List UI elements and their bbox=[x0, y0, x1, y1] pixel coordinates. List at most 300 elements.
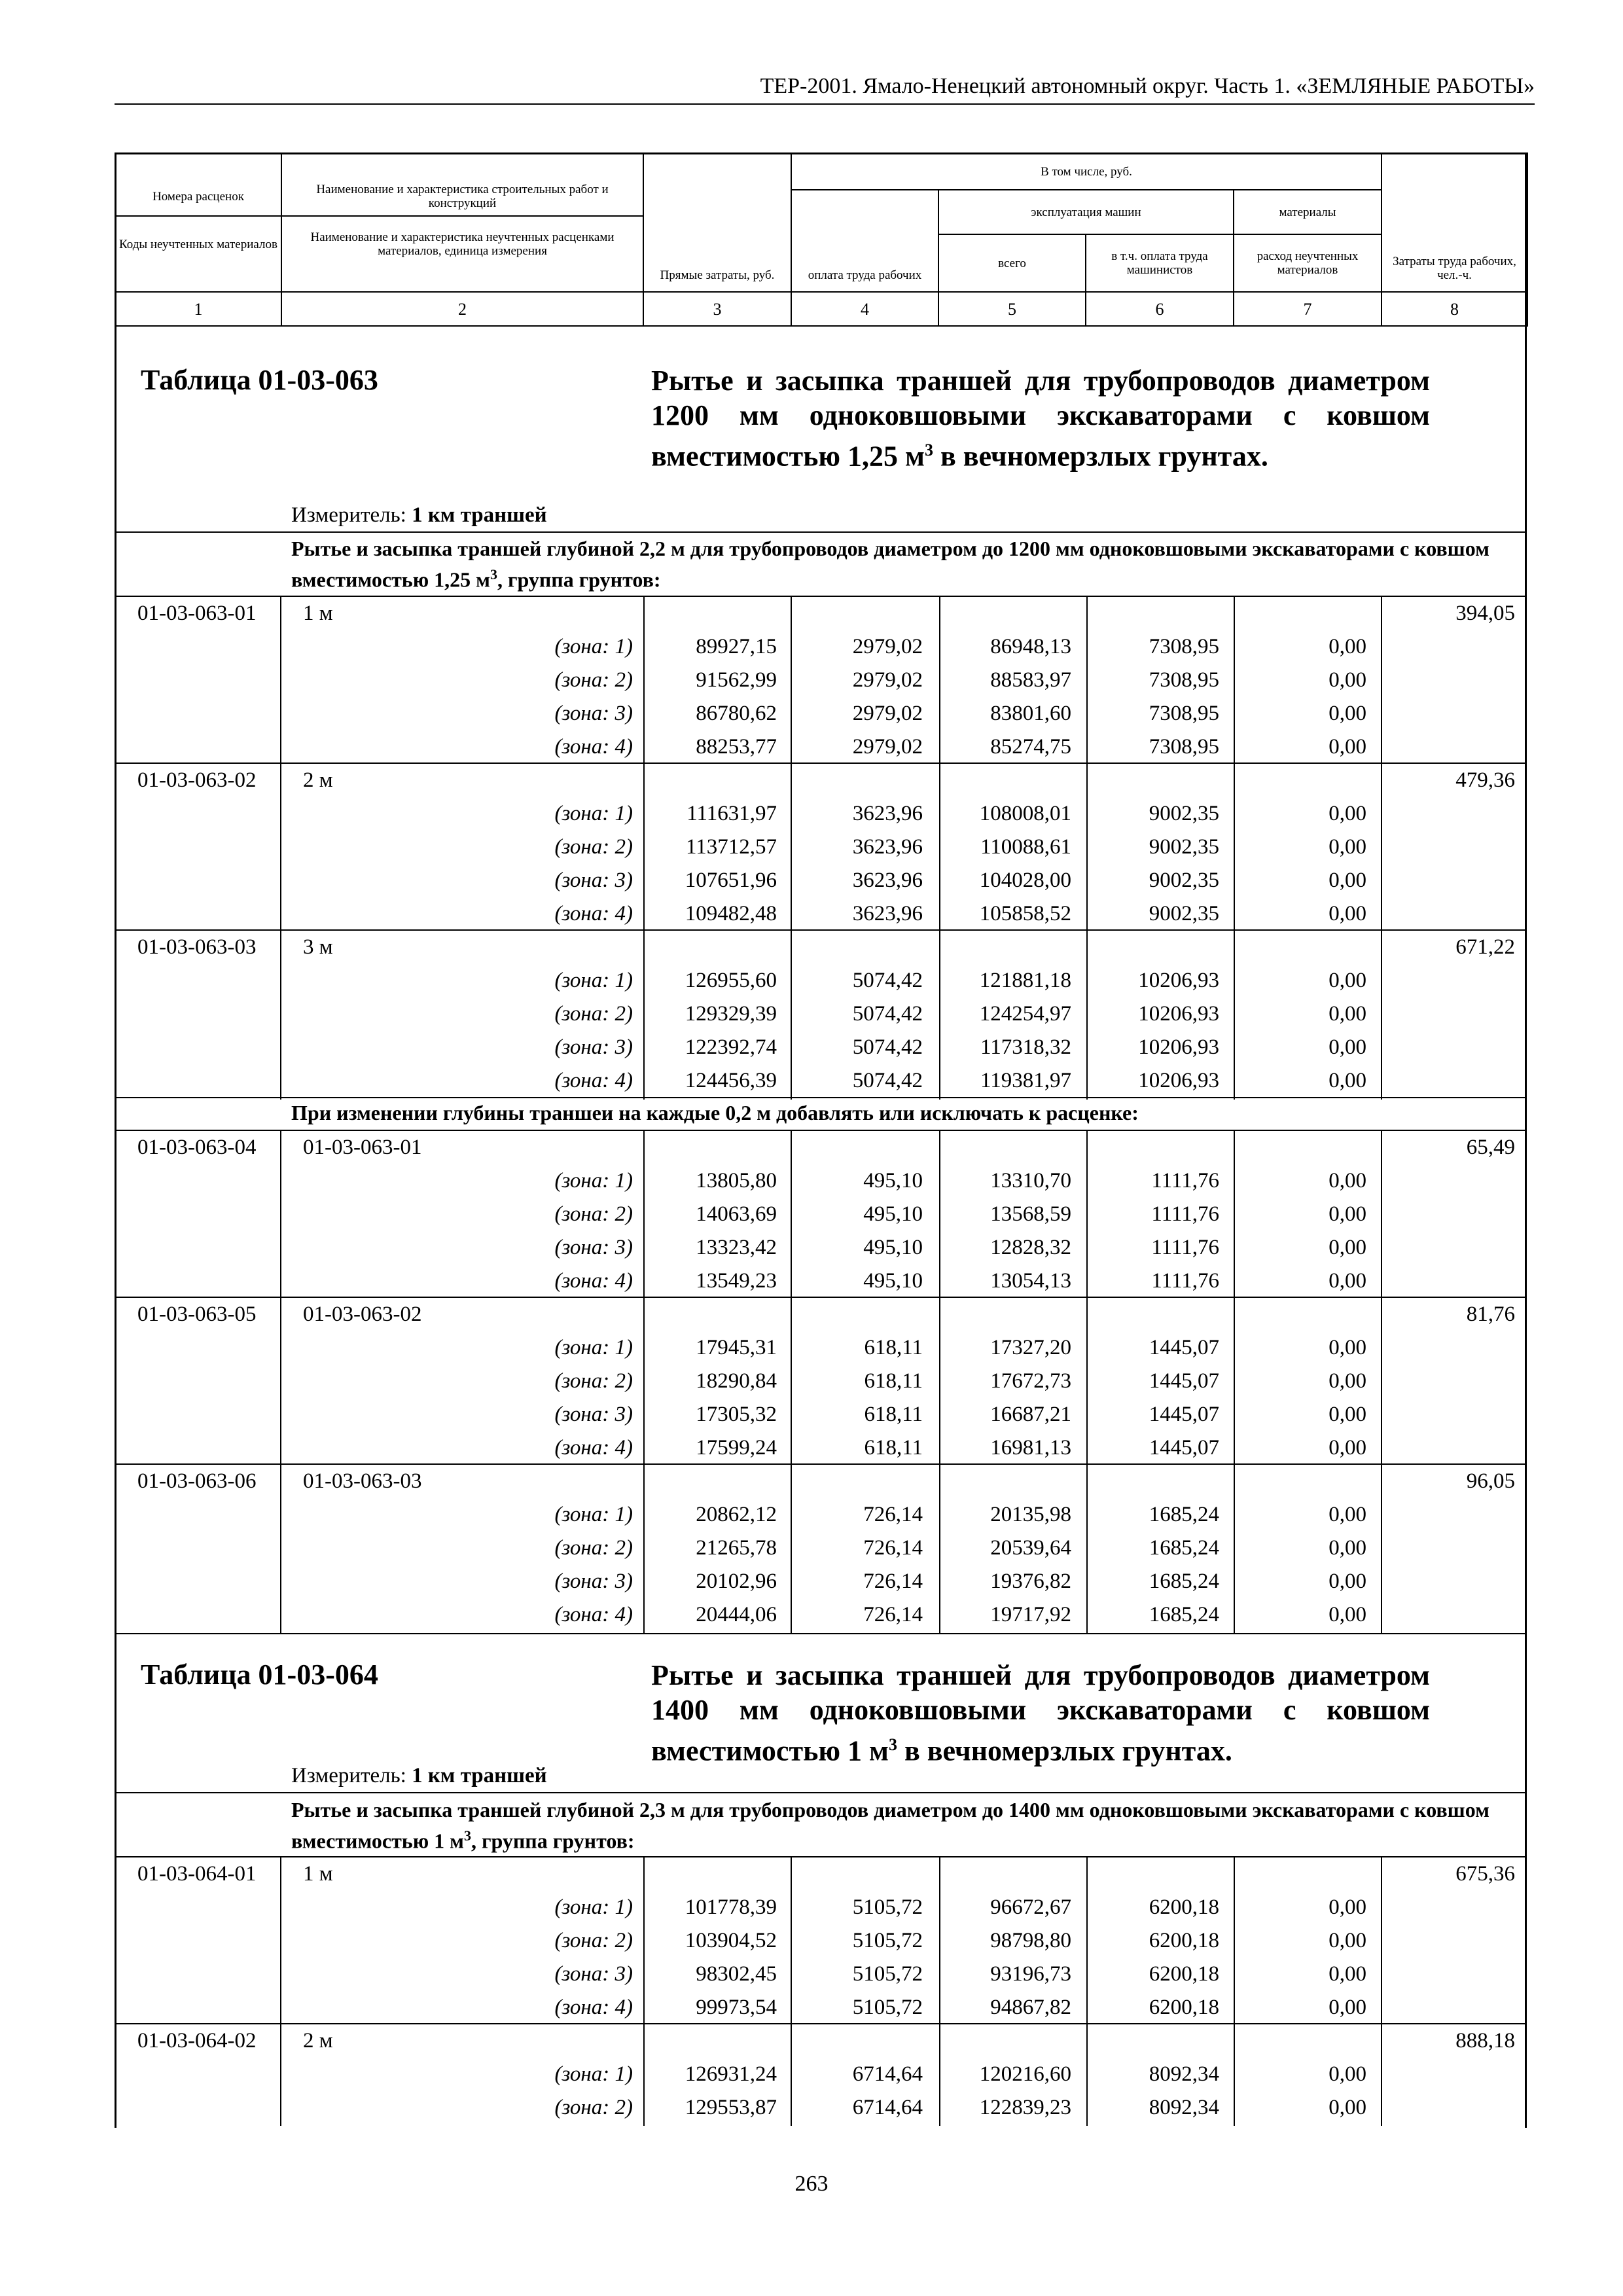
worker-pay: 618,11 bbox=[864, 1336, 923, 1359]
materials-cost: 0,00 bbox=[1329, 1369, 1366, 1393]
direct-cost: 124456,39 bbox=[685, 1069, 777, 1092]
rate-row bbox=[0, 1298, 1623, 1331]
zone-label: (зона: 4) bbox=[554, 1603, 633, 1626]
operator-pay: 1445,07 bbox=[1149, 1336, 1219, 1359]
column-rule bbox=[791, 1130, 792, 1634]
direct-cost: 88253,77 bbox=[696, 735, 777, 759]
direct-cost: 122392,74 bbox=[685, 1035, 777, 1059]
column-rule bbox=[1381, 1130, 1382, 1634]
zone-row bbox=[0, 1398, 1623, 1431]
worker-pay: 618,11 bbox=[864, 1403, 923, 1426]
worker-pay: 495,10 bbox=[863, 1236, 923, 1259]
zone-row bbox=[0, 1198, 1623, 1231]
operator-pay: 6200,18 bbox=[1149, 1929, 1219, 1952]
materials-cost: 0,00 bbox=[1329, 1996, 1366, 2019]
column-rule bbox=[1234, 1857, 1235, 2126]
zone-row bbox=[0, 1991, 1623, 2024]
rate-row bbox=[0, 2024, 1623, 2058]
col-number: 3 bbox=[643, 292, 791, 326]
direct-cost: 101778,39 bbox=[685, 1895, 777, 1919]
machine-cost: 83801,60 bbox=[990, 702, 1071, 725]
worker-pay: 3623,96 bbox=[852, 902, 923, 925]
zone-row bbox=[0, 1031, 1623, 1064]
column-rule bbox=[1234, 597, 1235, 1100]
zone-label: (зона: 3) bbox=[554, 1035, 633, 1059]
table-title-end: в вечномерзлых грунтах. bbox=[933, 440, 1268, 473]
rate-code: 01-03-063-02 bbox=[137, 768, 257, 792]
section-superscript: 3 bbox=[490, 566, 497, 583]
row-divider bbox=[115, 1297, 1527, 1298]
rate-name: 2 м bbox=[303, 2029, 333, 2053]
operator-pay: 10206,93 bbox=[1138, 1069, 1219, 1092]
worker-pay: 495,10 bbox=[863, 1169, 923, 1193]
zone-row bbox=[0, 1331, 1623, 1365]
worker-pay: 5074,42 bbox=[852, 969, 923, 992]
zone-label: (зона: 4) bbox=[554, 1996, 633, 2019]
zone-row bbox=[0, 897, 1623, 931]
section-heading: При изменении глубины траншеи на каждые 0,2 м добавлять или исключать к расценке: bbox=[291, 1101, 1139, 1124]
operator-pay: 6200,18 bbox=[1149, 1895, 1219, 1919]
materials-cost: 0,00 bbox=[1329, 1336, 1366, 1359]
worker-pay: 495,10 bbox=[863, 1202, 923, 1226]
rate-row bbox=[0, 764, 1623, 797]
machine-cost: 16981,13 bbox=[990, 1436, 1071, 1460]
direct-cost: 86780,62 bbox=[696, 702, 777, 725]
worker-pay: 3623,96 bbox=[852, 802, 923, 825]
zone-label: (зона: 2) bbox=[554, 1002, 633, 1026]
worker-pay: 3623,96 bbox=[852, 869, 923, 892]
column-rule bbox=[1381, 597, 1382, 1100]
header-col2-top: Наименование и характеристика строительных работ и конструкций bbox=[316, 183, 609, 210]
zone-row bbox=[0, 997, 1623, 1031]
zone-row bbox=[0, 797, 1623, 831]
machine-cost: 94867,82 bbox=[990, 1996, 1071, 2019]
column-rule bbox=[1234, 1130, 1235, 1634]
header-col5: всего bbox=[938, 234, 1086, 292]
worker-pay: 726,14 bbox=[863, 1536, 923, 1560]
rate-code: 01-03-063-01 bbox=[137, 601, 257, 625]
header-col8: Затраты труда рабочих, чел.-ч. bbox=[1382, 153, 1527, 292]
direct-cost: 20102,96 bbox=[696, 1570, 777, 1593]
worker-pay: 495,10 bbox=[863, 1269, 923, 1293]
zone-row bbox=[0, 1598, 1623, 1632]
zone-label: (зона: 3) bbox=[554, 702, 633, 725]
direct-cost: 109482,48 bbox=[685, 902, 777, 925]
rate-code: 01-03-063-03 bbox=[137, 935, 257, 959]
materials-cost: 0,00 bbox=[1329, 1929, 1366, 1952]
column-rule bbox=[280, 597, 281, 1100]
row-divider bbox=[115, 929, 1527, 931]
operator-pay: 9002,35 bbox=[1149, 902, 1219, 925]
rate-row bbox=[0, 597, 1623, 630]
rate-name: 1 м bbox=[303, 1862, 333, 1886]
column-rule bbox=[791, 1857, 792, 2126]
operator-pay: 1445,07 bbox=[1149, 1436, 1219, 1460]
measure-value: 1 км траншей bbox=[412, 1764, 547, 1787]
machine-cost: 20135,98 bbox=[990, 1503, 1071, 1526]
header-col4: оплата труда рабочих bbox=[791, 190, 938, 292]
table-title-end: в вечномерзлых грунтах. bbox=[897, 1734, 1232, 1767]
row-divider bbox=[115, 1792, 1527, 1793]
direct-cost: 89927,15 bbox=[696, 635, 777, 658]
zone-row bbox=[0, 1164, 1623, 1198]
worker-pay: 5074,42 bbox=[852, 1002, 923, 1026]
direct-cost: 17305,32 bbox=[696, 1403, 777, 1426]
labor-cost: 96,05 bbox=[1466, 1469, 1515, 1493]
table-header bbox=[115, 152, 1528, 327]
section-text-end: , группа грунтов: bbox=[471, 1829, 635, 1853]
labor-cost: 81,76 bbox=[1466, 1302, 1515, 1326]
machine-cost: 117318,32 bbox=[980, 1035, 1071, 1059]
direct-cost: 20444,06 bbox=[696, 1603, 777, 1626]
worker-pay: 5074,42 bbox=[852, 1069, 923, 1092]
row-divider bbox=[115, 1097, 1527, 1098]
column-rule bbox=[1086, 1130, 1088, 1634]
column-rule bbox=[643, 1857, 645, 2126]
zone-row bbox=[0, 1565, 1623, 1598]
machine-cost: 124254,97 bbox=[979, 1002, 1071, 1026]
materials-cost: 0,00 bbox=[1329, 1069, 1366, 1092]
worker-pay: 5105,72 bbox=[852, 1996, 923, 2019]
worker-pay: 618,11 bbox=[864, 1369, 923, 1393]
rate-code: 01-03-063-06 bbox=[137, 1469, 257, 1493]
column-rule bbox=[1381, 1857, 1382, 2126]
col-number: 8 bbox=[1382, 292, 1527, 326]
machine-cost: 19376,82 bbox=[990, 1570, 1071, 1593]
operator-pay: 7308,95 bbox=[1149, 668, 1219, 692]
row-divider bbox=[115, 531, 1527, 533]
column-rule bbox=[939, 1130, 940, 1634]
materials-cost: 0,00 bbox=[1329, 702, 1366, 725]
rate-name: 3 м bbox=[303, 935, 333, 959]
operator-pay: 7308,95 bbox=[1149, 702, 1219, 725]
column-rule bbox=[280, 1857, 281, 2126]
machine-cost: 16687,21 bbox=[990, 1403, 1071, 1426]
worker-pay: 2979,02 bbox=[852, 735, 923, 759]
rate-name: 01-03-063-03 bbox=[303, 1469, 422, 1493]
materials-cost: 0,00 bbox=[1329, 869, 1366, 892]
header-col2-bottom: Наименование и характеристика неучтенных расценками материалов, единица измерения bbox=[282, 215, 643, 268]
worker-pay: 2979,02 bbox=[852, 668, 923, 692]
operator-pay: 1111,76 bbox=[1151, 1169, 1219, 1193]
direct-cost: 126955,60 bbox=[685, 969, 777, 992]
machine-cost: 119381,97 bbox=[980, 1069, 1071, 1092]
direct-cost: 13323,42 bbox=[696, 1236, 777, 1259]
worker-pay: 3623,96 bbox=[852, 835, 923, 859]
rate-code: 01-03-064-02 bbox=[137, 2029, 257, 2053]
header-col6: в т.ч. оплата труда машинистов bbox=[1086, 234, 1234, 292]
zone-label: (зона: 3) bbox=[554, 1236, 633, 1259]
zone-row bbox=[0, 831, 1623, 864]
labor-cost: 671,22 bbox=[1455, 935, 1515, 959]
zone-label: (зона: 1) bbox=[554, 1895, 633, 1919]
materials-cost: 0,00 bbox=[1329, 2096, 1366, 2119]
direct-cost: 113712,57 bbox=[685, 835, 777, 859]
section-heading bbox=[291, 535, 1508, 593]
operator-pay: 9002,35 bbox=[1149, 869, 1219, 892]
column-rule bbox=[643, 1130, 645, 1634]
zone-row bbox=[0, 2058, 1623, 2091]
zone-label: (зона: 2) bbox=[554, 1929, 633, 1952]
operator-pay: 7308,95 bbox=[1149, 735, 1219, 759]
rate-code: 01-03-063-05 bbox=[137, 1302, 257, 1326]
materials-cost: 0,00 bbox=[1329, 668, 1366, 692]
row-divider bbox=[115, 762, 1527, 764]
table-label: Таблица 01-03-064 bbox=[141, 1659, 378, 1691]
zone-label: (зона: 1) bbox=[554, 1503, 633, 1526]
col-number: 4 bbox=[791, 292, 938, 326]
worker-pay: 726,14 bbox=[863, 1570, 923, 1593]
col-number: 5 bbox=[938, 292, 1086, 326]
rate-code: 01-03-063-04 bbox=[137, 1136, 257, 1159]
zone-row bbox=[0, 730, 1623, 764]
machine-cost: 88583,97 bbox=[990, 668, 1071, 692]
direct-cost: 126931,24 bbox=[685, 2062, 777, 2086]
materials-cost: 0,00 bbox=[1329, 2062, 1366, 2086]
worker-pay: 726,14 bbox=[863, 1503, 923, 1526]
machine-cost: 13054,13 bbox=[990, 1269, 1071, 1293]
header-materials: материалы bbox=[1234, 190, 1382, 234]
zone-label: (зона: 1) bbox=[554, 635, 633, 658]
operator-pay: 8092,34 bbox=[1149, 2096, 1219, 2119]
column-rule bbox=[939, 597, 940, 1100]
zone-label: (зона: 4) bbox=[554, 902, 633, 925]
materials-cost: 0,00 bbox=[1329, 1962, 1366, 1986]
column-rule bbox=[1086, 597, 1088, 1100]
rate-code: 01-03-064-01 bbox=[137, 1862, 257, 1886]
operator-pay: 1685,24 bbox=[1149, 1503, 1219, 1526]
zone-label: (зона: 4) bbox=[554, 1269, 633, 1293]
operator-pay: 8092,34 bbox=[1149, 2062, 1219, 2086]
zone-label: (зона: 4) bbox=[554, 1436, 633, 1460]
machine-cost: 108008,01 bbox=[979, 802, 1071, 825]
machine-cost: 19717,92 bbox=[990, 1603, 1071, 1626]
direct-cost: 98302,45 bbox=[696, 1962, 777, 1986]
zone-row bbox=[0, 1231, 1623, 1265]
operator-pay: 1111,76 bbox=[1151, 1236, 1219, 1259]
materials-cost: 0,00 bbox=[1329, 1895, 1366, 1919]
machine-cost: 20539,64 bbox=[990, 1536, 1071, 1560]
direct-cost: 91562,99 bbox=[696, 668, 777, 692]
column-rule bbox=[280, 1130, 281, 1634]
col-number: 6 bbox=[1086, 292, 1234, 326]
zone-row bbox=[0, 1265, 1623, 1298]
operator-pay: 1111,76 bbox=[1151, 1269, 1219, 1293]
materials-cost: 0,00 bbox=[1329, 835, 1366, 859]
worker-pay: 6714,64 bbox=[852, 2062, 923, 2086]
worker-pay: 618,11 bbox=[864, 1436, 923, 1460]
operator-pay: 6200,18 bbox=[1149, 1996, 1219, 2019]
operator-pay: 1685,24 bbox=[1149, 1536, 1219, 1560]
measure-label: Измеритель: bbox=[291, 1764, 412, 1787]
materials-cost: 0,00 bbox=[1329, 1503, 1366, 1526]
zone-row bbox=[0, 697, 1623, 730]
direct-cost: 13805,80 bbox=[696, 1169, 777, 1193]
zone-label: (зона: 2) bbox=[554, 835, 633, 859]
rate-row bbox=[0, 931, 1623, 964]
col-number: 7 bbox=[1234, 292, 1382, 326]
table-title-text: Рытье и засыпка траншей для трубопроводов диаметром 1400 мм одноковшовыми экскаваторами с ковшом вместимостью 1 м bbox=[651, 1659, 1430, 1767]
materials-cost: 0,00 bbox=[1329, 1236, 1366, 1259]
header-col1-bottom: Коды неучтенных материалов bbox=[116, 215, 281, 268]
machine-cost: 85274,75 bbox=[990, 735, 1071, 759]
labor-cost: 888,18 bbox=[1455, 2029, 1515, 2053]
materials-cost: 0,00 bbox=[1329, 1436, 1366, 1460]
rate-name: 1 м bbox=[303, 601, 333, 625]
column-rule bbox=[1086, 1857, 1088, 2126]
zone-label: (зона: 1) bbox=[554, 969, 633, 992]
row-divider bbox=[115, 1130, 1527, 1131]
direct-cost: 111631,97 bbox=[687, 802, 777, 825]
zone-label: (зона: 1) bbox=[554, 1169, 633, 1193]
materials-cost: 0,00 bbox=[1329, 1536, 1366, 1560]
materials-cost: 0,00 bbox=[1329, 1169, 1366, 1193]
section-text: Рытье и засыпка траншей глубиной 2,3 м для трубопроводов диаметром до 1400 мм одноковшовыми экскаваторами с ковшом вместимостью 1 м bbox=[291, 1798, 1489, 1853]
labor-cost: 394,05 bbox=[1455, 601, 1515, 625]
table-divider bbox=[115, 1633, 1527, 1634]
materials-cost: 0,00 bbox=[1329, 1570, 1366, 1593]
row-divider bbox=[115, 2023, 1527, 2024]
direct-cost: 18290,84 bbox=[696, 1369, 777, 1393]
operator-pay: 1445,07 bbox=[1149, 1403, 1219, 1426]
section-heading bbox=[291, 1797, 1508, 1854]
direct-cost: 107651,96 bbox=[685, 869, 777, 892]
machine-cost: 122839,23 bbox=[979, 2096, 1071, 2119]
zone-row bbox=[0, 1891, 1623, 1924]
zone-row bbox=[0, 864, 1623, 897]
row-divider bbox=[115, 596, 1527, 597]
direct-cost: 129553,87 bbox=[685, 2096, 777, 2119]
zone-label: (зона: 1) bbox=[554, 1336, 633, 1359]
measure-value: 1 км траншей bbox=[412, 503, 547, 527]
rate-row bbox=[0, 1465, 1623, 1498]
materials-cost: 0,00 bbox=[1329, 1603, 1366, 1626]
table-label: Таблица 01-03-063 bbox=[141, 364, 378, 396]
materials-cost: 0,00 bbox=[1329, 1002, 1366, 1026]
operator-pay: 1111,76 bbox=[1151, 1202, 1219, 1226]
machine-cost: 13310,70 bbox=[990, 1169, 1071, 1193]
measure-label: Измеритель: bbox=[291, 503, 412, 527]
machine-cost: 105858,52 bbox=[979, 902, 1071, 925]
zone-row bbox=[0, 1498, 1623, 1532]
zone-label: (зона: 2) bbox=[554, 1202, 633, 1226]
materials-cost: 0,00 bbox=[1329, 1202, 1366, 1226]
direct-cost: 13549,23 bbox=[696, 1269, 777, 1293]
machine-cost: 86948,13 bbox=[990, 635, 1071, 658]
materials-cost: 0,00 bbox=[1329, 635, 1366, 658]
materials-cost: 0,00 bbox=[1329, 802, 1366, 825]
operator-pay: 10206,93 bbox=[1138, 969, 1219, 992]
header-col1-top: Номера расценок bbox=[152, 189, 244, 204]
page-number: 263 bbox=[794, 2172, 829, 2196]
direct-cost: 17599,24 bbox=[696, 1436, 777, 1460]
table-title bbox=[651, 1658, 1430, 1768]
zone-row bbox=[0, 964, 1623, 997]
machine-cost: 121881,18 bbox=[979, 969, 1071, 992]
direct-cost: 21265,78 bbox=[696, 1536, 777, 1560]
zone-row bbox=[0, 1958, 1623, 1991]
operator-pay: 10206,93 bbox=[1138, 1002, 1219, 1026]
machine-cost: 12828,32 bbox=[990, 1236, 1071, 1259]
measure-unit bbox=[291, 502, 547, 528]
zone-label: (зона: 3) bbox=[554, 1403, 633, 1426]
section-text-end: , группа грунтов: bbox=[497, 567, 661, 592]
operator-pay: 1685,24 bbox=[1149, 1603, 1219, 1626]
worker-pay: 5074,42 bbox=[852, 1035, 923, 1059]
materials-cost: 0,00 bbox=[1329, 1403, 1366, 1426]
header-incl: В том числе, руб. bbox=[791, 153, 1382, 190]
header-col1 bbox=[115, 153, 281, 292]
zone-label: (зона: 2) bbox=[554, 668, 633, 692]
zone-label: (зона: 2) bbox=[554, 1369, 633, 1393]
zone-row bbox=[0, 1365, 1623, 1398]
column-rule bbox=[791, 597, 792, 1100]
operator-pay: 9002,35 bbox=[1149, 802, 1219, 825]
operator-pay: 7308,95 bbox=[1149, 635, 1219, 658]
materials-cost: 0,00 bbox=[1329, 902, 1366, 925]
header-col7: расход неучтенных материалов bbox=[1234, 234, 1382, 292]
running-head: ТЕР-2001. Ямало-Ненецкий автономный округ. Часть 1. «ЗЕМЛЯНЫЕ РАБОТЫ» bbox=[760, 74, 1535, 98]
operator-pay: 9002,35 bbox=[1149, 835, 1219, 859]
worker-pay: 2979,02 bbox=[852, 702, 923, 725]
zone-row bbox=[0, 1064, 1623, 1098]
worker-pay: 5105,72 bbox=[852, 1895, 923, 1919]
worker-pay: 726,14 bbox=[863, 1603, 923, 1626]
zone-label: (зона: 3) bbox=[554, 1962, 633, 1986]
machine-cost: 93196,73 bbox=[990, 1962, 1071, 1986]
direct-cost: 129329,39 bbox=[685, 1002, 777, 1026]
rate-row bbox=[0, 1857, 1623, 1891]
zone-row bbox=[0, 1532, 1623, 1565]
worker-pay: 6714,64 bbox=[852, 2096, 923, 2119]
machine-cost: 13568,59 bbox=[990, 1202, 1071, 1226]
operator-pay: 1685,24 bbox=[1149, 1570, 1219, 1593]
zone-label: (зона: 1) bbox=[554, 2062, 633, 2086]
machine-cost: 120216,60 bbox=[979, 2062, 1071, 2086]
title-superscript: 3 bbox=[924, 440, 933, 459]
column-rule bbox=[643, 597, 645, 1100]
machine-cost: 98798,80 bbox=[990, 1929, 1071, 1952]
zone-row bbox=[0, 2091, 1623, 2125]
col-number: 1 bbox=[115, 292, 281, 326]
zone-label: (зона: 4) bbox=[554, 1069, 633, 1092]
machine-cost: 17327,20 bbox=[990, 1336, 1071, 1359]
column-rule bbox=[939, 1857, 940, 2126]
zone-row bbox=[0, 664, 1623, 697]
row-divider bbox=[115, 1463, 1527, 1465]
zone-label: (зона: 2) bbox=[554, 2096, 633, 2119]
zone-label: (зона: 3) bbox=[554, 869, 633, 892]
header-col3: Прямые затраты, руб. bbox=[643, 153, 791, 292]
rate-name: 2 м bbox=[303, 768, 333, 792]
header-rule bbox=[115, 103, 1535, 105]
materials-cost: 0,00 bbox=[1329, 1035, 1366, 1059]
zone-label: (зона: 1) bbox=[554, 802, 633, 825]
labor-cost: 675,36 bbox=[1455, 1862, 1515, 1886]
materials-cost: 0,00 bbox=[1329, 1269, 1366, 1293]
rate-name: 01-03-063-02 bbox=[303, 1302, 422, 1326]
section-text: Рытье и засыпка траншей глубиной 2,2 м для трубопроводов диаметром до 1200 мм одноковшовыми экскаваторами с ковшом вместимостью 1,25 м bbox=[291, 537, 1489, 592]
rate-name: 01-03-063-01 bbox=[303, 1136, 422, 1159]
zone-label: (зона: 3) bbox=[554, 1570, 633, 1593]
operator-pay: 6200,18 bbox=[1149, 1962, 1219, 1986]
worker-pay: 5105,72 bbox=[852, 1929, 923, 1952]
zone-row bbox=[0, 1431, 1623, 1465]
zone-row bbox=[0, 1924, 1623, 1958]
worker-pay: 2979,02 bbox=[852, 635, 923, 658]
direct-cost: 99973,54 bbox=[696, 1996, 777, 2019]
operator-pay: 10206,93 bbox=[1138, 1035, 1219, 1059]
